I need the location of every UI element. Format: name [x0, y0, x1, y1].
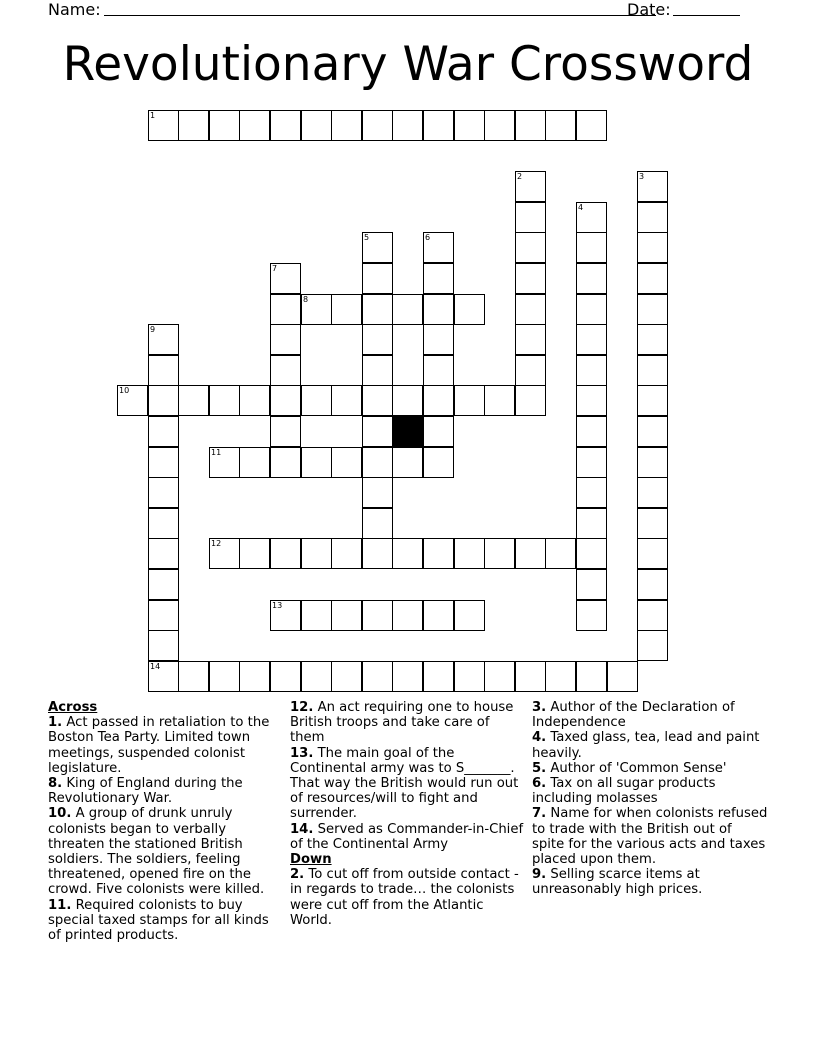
clue-number-label: 3 — [639, 172, 645, 181]
page-title: Revolutionary War Crossword — [62, 37, 754, 92]
grid-cell[interactable] — [576, 202, 607, 233]
grid-cell[interactable] — [423, 447, 454, 478]
grid-cell[interactable] — [239, 110, 270, 141]
grid-cell[interactable] — [576, 355, 607, 386]
clue-text: Selling scarce items at unreasonably high prices. — [532, 867, 703, 898]
grid-cell[interactable] — [331, 600, 362, 631]
grid-cell[interactable] — [576, 538, 607, 569]
grid-cell[interactable] — [148, 324, 179, 355]
grid-cell[interactable] — [515, 232, 546, 263]
grid-cell[interactable] — [239, 538, 270, 569]
grid-cell[interactable] — [423, 324, 454, 355]
grid-cell[interactable] — [270, 110, 301, 141]
grid-cell[interactable] — [515, 538, 546, 569]
clue-text: Name for when colonists refused to trade with the British out of spite for the various acts and taxes placed upon them. — [532, 806, 768, 868]
grid-cell[interactable] — [331, 294, 362, 325]
grid-cell[interactable] — [362, 110, 393, 141]
grid-cell[interactable] — [117, 385, 148, 416]
grid-cell[interactable] — [209, 661, 240, 692]
clue-across-8 — [48, 776, 284, 806]
clue-text: The main goal of the Continental army was to S_______. That way the British would run out of resources/will to fight and surrender. — [290, 745, 519, 822]
grid-cell[interactable] — [209, 538, 240, 569]
grid-cell[interactable] — [148, 661, 179, 692]
grid-cell[interactable] — [423, 661, 454, 692]
clue-down-9 — [532, 867, 768, 897]
grid-cell[interactable] — [637, 324, 668, 355]
grid-cell[interactable] — [423, 600, 454, 631]
grid-cell[interactable] — [239, 661, 270, 692]
grid-cell[interactable] — [637, 294, 668, 325]
grid-cell[interactable] — [515, 263, 546, 294]
grid-cell[interactable] — [454, 294, 485, 325]
grid-cell[interactable] — [148, 416, 179, 447]
grid-cell[interactable] — [545, 538, 576, 569]
grid-cell[interactable] — [576, 508, 607, 539]
clue-text: A group of drunk unruly colonists began to verbally threaten the stationed British soldiers. The soldiers, feeling threatened, opened fire on the crowd. Five colonists were killed. — [48, 806, 265, 898]
grid-cell[interactable] — [607, 661, 638, 692]
clue-number: 7. — [532, 806, 547, 822]
clue-number: 13. — [290, 745, 314, 761]
grid-cell[interactable] — [423, 355, 454, 386]
clue-across-13 — [290, 746, 526, 822]
clue-number-label: 11 — [211, 448, 222, 457]
grid-cell[interactable] — [301, 600, 332, 631]
clue-number-label: 14 — [150, 662, 161, 671]
grid-cell[interactable] — [637, 630, 668, 661]
grid-cell[interactable] — [178, 385, 209, 416]
grid-cell[interactable] — [270, 385, 301, 416]
grid-cell[interactable] — [270, 355, 301, 386]
grid-cell[interactable] — [270, 263, 301, 294]
clue-down-4 — [532, 730, 768, 760]
grid-cell[interactable] — [362, 263, 393, 294]
grid-cell[interactable] — [270, 600, 301, 631]
clue-number-label: 1 — [150, 111, 156, 120]
grid-cell[interactable] — [637, 385, 668, 416]
clue-across-1 — [48, 715, 284, 776]
clue-number-label: 13 — [272, 601, 283, 610]
grid-cell[interactable] — [239, 447, 270, 478]
grid-cell[interactable] — [331, 110, 362, 141]
grid-cell[interactable] — [515, 294, 546, 325]
clue-number-label: 12 — [211, 539, 222, 548]
clue-number-label: 7 — [272, 264, 278, 273]
grid-cell[interactable] — [362, 324, 393, 355]
clue-number-label: 8 — [303, 295, 309, 304]
down-heading: Down — [290, 852, 332, 868]
grid-cell[interactable] — [545, 661, 576, 692]
grid-cell[interactable] — [392, 294, 423, 325]
grid-cell[interactable] — [148, 569, 179, 600]
grid-cell[interactable] — [362, 447, 393, 478]
grid-cell[interactable] — [637, 355, 668, 386]
clue-across-10 — [48, 806, 284, 897]
grid-cell[interactable] — [576, 416, 607, 447]
clue-number: 10. — [48, 806, 72, 822]
grid-cell[interactable] — [576, 477, 607, 508]
grid-cell[interactable] — [576, 232, 607, 263]
grid-cell[interactable] — [148, 110, 179, 141]
grid-cell[interactable] — [270, 416, 301, 447]
grid-cell[interactable] — [301, 447, 332, 478]
grid-cell[interactable] — [423, 538, 454, 569]
grid-cell[interactable] — [454, 110, 485, 141]
grid-cell[interactable] — [270, 294, 301, 325]
clue-number: 1. — [48, 715, 63, 731]
grid-cell[interactable] — [362, 416, 393, 447]
grid-cell[interactable] — [239, 385, 270, 416]
clue-text: Taxed glass, tea, lead and paint heavily. — [532, 730, 760, 761]
grid-cell[interactable] — [637, 600, 668, 631]
grid-cell[interactable] — [148, 630, 179, 661]
grid-cell[interactable] — [515, 324, 546, 355]
grid-cell[interactable] — [637, 171, 668, 202]
grid-cell[interactable] — [301, 538, 332, 569]
grid-cell[interactable] — [484, 385, 515, 416]
grid-cell[interactable] — [576, 600, 607, 631]
grid-cell[interactable] — [362, 385, 393, 416]
clue-text: Author of the Declaration of Independence — [532, 700, 735, 731]
clue-text: To cut off from outside contact - in regards to trade… the colonists were cut off from the Atlantic World. — [290, 867, 519, 928]
grid-cell[interactable] — [423, 294, 454, 325]
clue-number-label: 4 — [578, 203, 584, 212]
grid-cell[interactable] — [515, 385, 546, 416]
grid-cell[interactable] — [362, 661, 393, 692]
grid-cell[interactable] — [637, 447, 668, 478]
clue-column-1 — [48, 700, 284, 943]
grid-cell[interactable] — [301, 294, 332, 325]
grid-cell[interactable] — [637, 569, 668, 600]
grid-cell[interactable] — [331, 447, 362, 478]
grid-cell[interactable] — [148, 447, 179, 478]
grid-cell[interactable] — [331, 385, 362, 416]
clue-down-6 — [532, 776, 768, 806]
grid-cell[interactable] — [392, 110, 423, 141]
grid-cell[interactable] — [576, 385, 607, 416]
date-label: Date: — [627, 0, 671, 19]
grid-cell[interactable] — [392, 661, 423, 692]
clue-number-label: 9 — [150, 325, 156, 334]
grid-cell[interactable] — [148, 355, 179, 386]
grid-cell[interactable] — [423, 232, 454, 263]
grid-cell[interactable] — [392, 538, 423, 569]
grid-cell[interactable] — [362, 508, 393, 539]
grid-cell[interactable] — [392, 600, 423, 631]
grid-cell[interactable] — [423, 110, 454, 141]
clue-number: 4. — [532, 730, 547, 746]
clue-down-7 — [532, 806, 768, 867]
grid-cell[interactable] — [484, 538, 515, 569]
clue-number-label: 10 — [119, 386, 130, 395]
grid-cell[interactable] — [576, 569, 607, 600]
grid-cell[interactable] — [576, 447, 607, 478]
clue-number: 2. — [290, 867, 305, 883]
grid-cell[interactable] — [362, 600, 393, 631]
clue-number: 6. — [532, 776, 547, 792]
grid-cell[interactable] — [148, 385, 179, 416]
grid-cell[interactable] — [301, 110, 332, 141]
grid-cell[interactable] — [362, 232, 393, 263]
clue-number: 12. — [290, 700, 314, 715]
grid-cell[interactable] — [362, 477, 393, 508]
clue-down-3 — [532, 700, 768, 730]
clue-down-2 — [290, 867, 526, 928]
grid-cell[interactable] — [148, 600, 179, 631]
clue-text: Author of 'Common Sense' — [550, 760, 727, 776]
clue-text: Tax on all sugar products including molasses — [532, 776, 716, 807]
grid-cell[interactable] — [576, 263, 607, 294]
grid-cell[interactable] — [178, 110, 209, 141]
grid-cell[interactable] — [209, 110, 240, 141]
grid-cell[interactable] — [178, 661, 209, 692]
grid-cell[interactable] — [392, 447, 423, 478]
clue-text: Required colonists to buy special taxed stamps for all kinds of printed products. — [48, 897, 269, 944]
clue-number-label: 2 — [517, 172, 523, 181]
grid-cell[interactable] — [637, 202, 668, 233]
grid-cell[interactable] — [637, 508, 668, 539]
grid-cell[interactable] — [331, 661, 362, 692]
clue-number-label: 6 — [425, 233, 431, 242]
grid-cell[interactable] — [148, 477, 179, 508]
clue-column-2 — [290, 700, 526, 928]
grid-cell[interactable] — [270, 538, 301, 569]
grid-cell[interactable] — [637, 232, 668, 263]
clue-column-3 — [532, 700, 768, 898]
grid-cell[interactable] — [270, 661, 301, 692]
grid-cell[interactable] — [209, 447, 240, 478]
grid-cell[interactable] — [515, 171, 546, 202]
clue-number: 11. — [48, 897, 72, 913]
grid-cell[interactable] — [362, 538, 393, 569]
grid-cell[interactable] — [148, 508, 179, 539]
clue-number-label: 5 — [364, 233, 370, 242]
grid-cell[interactable] — [148, 538, 179, 569]
grid-cell[interactable] — [392, 385, 423, 416]
blocked-cell — [392, 416, 423, 447]
grid-cell[interactable] — [637, 477, 668, 508]
grid-cell[interactable] — [209, 385, 240, 416]
grid-cell[interactable] — [515, 355, 546, 386]
grid-cell[interactable] — [515, 661, 546, 692]
grid-cell[interactable] — [545, 110, 576, 141]
grid-cell[interactable] — [637, 416, 668, 447]
grid-cell[interactable] — [301, 385, 332, 416]
name-label: Name: — [48, 0, 101, 19]
grid-cell[interactable] — [484, 661, 515, 692]
clue-number: 5. — [532, 760, 547, 776]
clue-across-12 — [290, 700, 526, 746]
grid-cell[interactable] — [331, 538, 362, 569]
grid-cell[interactable] — [454, 538, 485, 569]
grid-cell[interactable] — [270, 447, 301, 478]
clue-text: King of England during the Revolutionary War. — [48, 776, 243, 807]
grid-cell[interactable] — [576, 661, 607, 692]
grid-cell[interactable] — [637, 538, 668, 569]
clue-text: Act passed in retaliation to the Boston Tea Party. Limited town meetings, suspended colonist legislature. — [48, 715, 270, 776]
grid-cell[interactable] — [515, 110, 546, 141]
clue-number: 3. — [532, 700, 547, 715]
grid-cell[interactable] — [454, 661, 485, 692]
clue-number: 8. — [48, 776, 63, 792]
clue-across-11 — [48, 898, 284, 944]
grid-cell[interactable] — [423, 416, 454, 447]
grid-cell[interactable] — [362, 294, 393, 325]
grid-cell[interactable] — [576, 294, 607, 325]
grid-cell[interactable] — [423, 263, 454, 294]
grid-cell[interactable] — [301, 661, 332, 692]
clue-text: An act requiring one to house British troops and take care of them — [290, 700, 514, 746]
clue-down-5 — [532, 761, 768, 776]
grid-cell[interactable] — [454, 385, 485, 416]
grid-cell[interactable] — [576, 110, 607, 141]
clue-number: 9. — [532, 867, 547, 883]
grid-cell[interactable] — [423, 385, 454, 416]
grid-cell[interactable] — [362, 355, 393, 386]
clue-text: Served as Commander-in-Chief of the Continental Army — [290, 821, 524, 852]
grid-cell[interactable] — [270, 324, 301, 355]
clue-across-14 — [290, 822, 526, 852]
grid-cell[interactable] — [484, 110, 515, 141]
across-heading: Across — [48, 700, 98, 715]
clue-number: 14. — [290, 821, 314, 837]
grid-cell[interactable] — [454, 600, 485, 631]
grid-cell[interactable] — [576, 324, 607, 355]
grid-cell[interactable] — [637, 263, 668, 294]
grid-cell[interactable] — [515, 202, 546, 233]
